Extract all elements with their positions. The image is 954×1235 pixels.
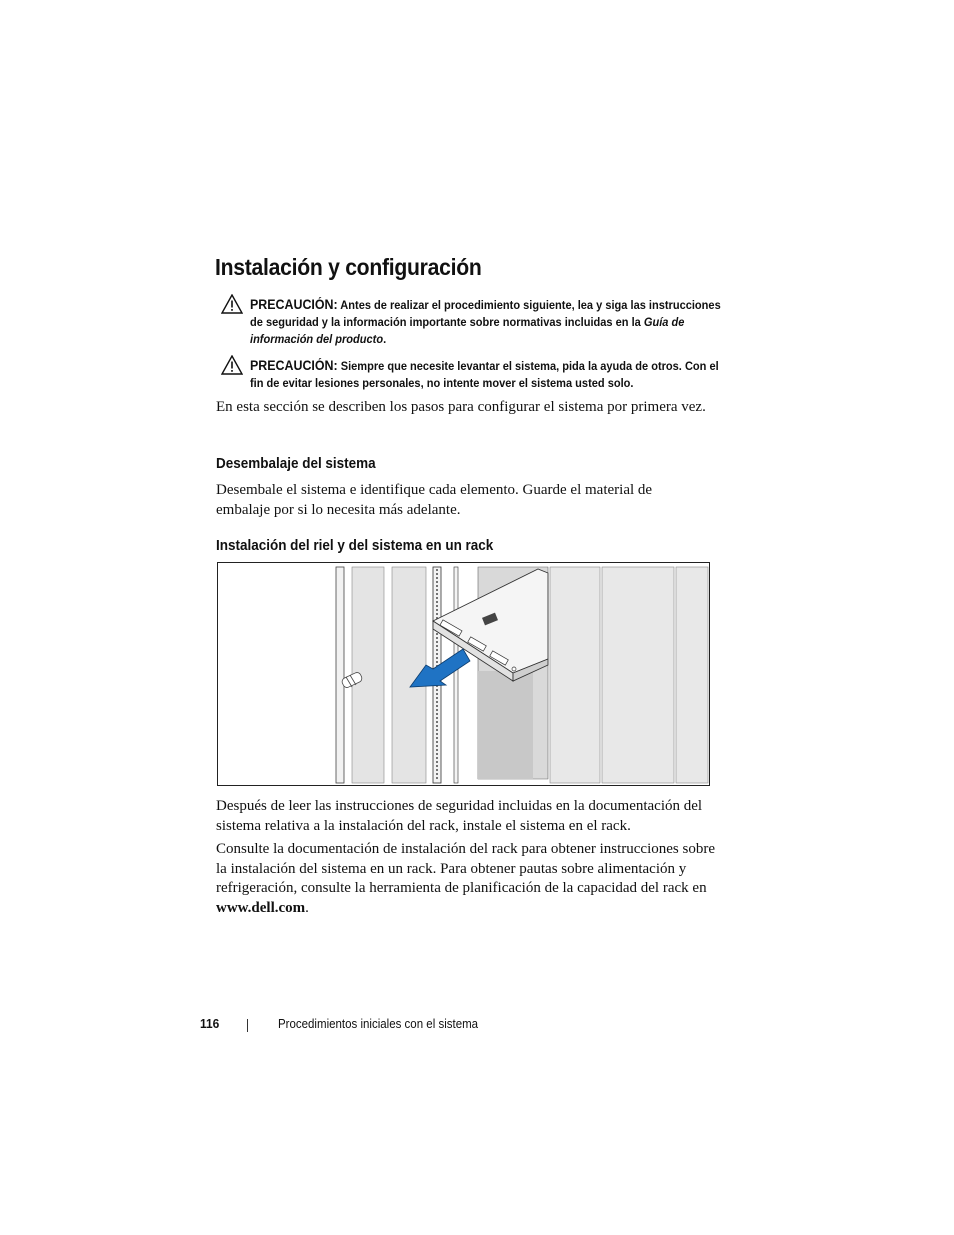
product-guide-reference: Guía de información del producto [250, 315, 685, 346]
warning-icon [221, 355, 243, 375]
rack-drawing [218, 563, 710, 786]
caution-text-end: . [383, 332, 387, 346]
section-heading-unpacking: Desembalaje del sistema [216, 456, 376, 472]
footer-divider [247, 1019, 248, 1032]
page-title: Instalación y configuración [215, 254, 482, 280]
caution-label: PRECAUCIÓN: [250, 297, 338, 312]
rack-paragraph-1: Después de leer las instrucciones de seguridad incluidas en la documentación del sistema relativa a la instalación del rack, instale el sistema en el rack. [216, 798, 703, 834]
caution-text: Siempre que necesite levantar el sistema, pida la ayuda de otros. Con el fin de evitar lesiones personales, no intente mover el sistema usted solo. [250, 359, 719, 390]
rack-paragraph-2-text: Consulte la documentación de instalación del rack para obtener instrucciones sobre la instalación del sistema en un rack. Para obtener pautas sobre alimentación y refrigeración, consulte la herramienta de planificación de la capacidad del rack en [216, 841, 715, 896]
warning-icon [221, 294, 243, 314]
rack-paragraph-2-end: . [305, 899, 309, 916]
caution-label: PRECAUCIÓN: [250, 358, 338, 373]
caution-text: Antes de realizar el procedimiento siguiente, lea y siga las instrucciones de seguridad y la información importante sobre normativas incluidas en la [250, 298, 721, 329]
footer-section-title: Procedimientos iniciales con el sistema [278, 1017, 479, 1031]
caution-note [215, 296, 721, 348]
section-heading-rack: Instalación del riel y del sistema en un rack [216, 538, 494, 554]
page-number: 116 [200, 1016, 220, 1031]
unpacking-paragraph: Desembale el sistema e identifique cada elemento. Guarde el material de embalaje por si lo necesita más adelante. [216, 482, 653, 518]
caution-note [215, 357, 719, 392]
rack-paragraph-2 [216, 840, 716, 918]
intro-paragraph: En esta sección se describen los pasos para configurar el sistema por primera vez. [216, 399, 706, 415]
dell-website-link[interactable]: www.dell.com [216, 899, 306, 916]
rack-installation-illustration [217, 562, 710, 786]
